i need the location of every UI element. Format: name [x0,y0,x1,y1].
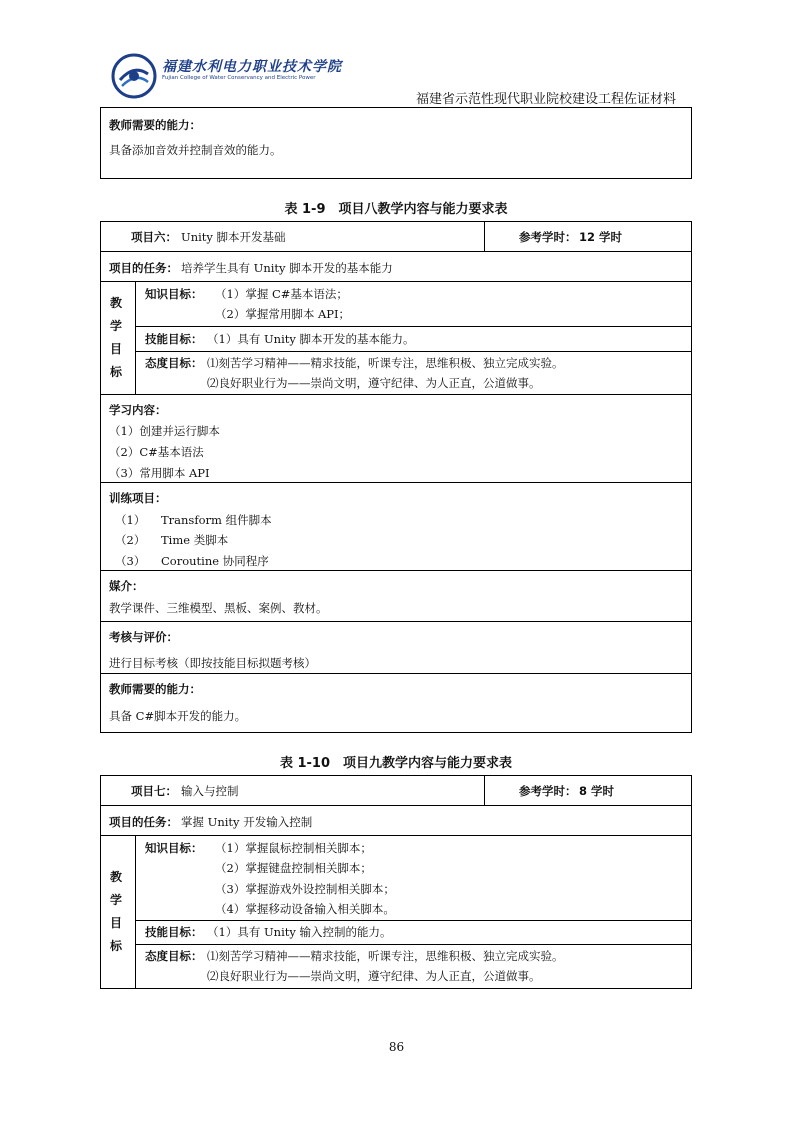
prev-teacher-label: 教师需要的能力： [109,118,201,132]
table1-knowledge-item: （2）掌握常用脚本 API； [215,307,351,321]
table1-skill-text: （1）具有 Unity 脚本开发的基本能力。 [207,332,415,346]
prev-teacher-block [100,108,692,179]
table1-project-label: 项目六： [131,230,177,244]
table1-knowledge-label: 知识目标： [145,287,203,301]
table2-hours-label: 参考学时： [519,784,577,798]
table1-train-num: （1） [115,513,146,527]
table1-teacher-text: 具备 C#脚本开发的能力。 [109,709,247,723]
table1 [100,221,692,733]
logo-text: 福建水利电力职业技术学院 [162,59,342,75]
table1-hours-label: 参考学时： [519,230,577,244]
table2-skill-label: 技能目标： [145,925,203,939]
table1-train-label: 训练项目： [109,491,167,505]
table1-hours-value: 12 学时 [579,230,623,244]
table1-teacher-label: 教师需要的能力： [109,682,201,696]
table1-task-text: 培养学生具有 Unity 脚本开发的基本能力 [181,261,393,275]
table2-attitude-item: ⑵良好职业行为——崇尚文明，遵守纪律、为人正直，公道做事。 [207,969,541,983]
prev-teacher-text: 具备添加音效并控制音效的能力。 [109,143,282,157]
table2-project-name: 输入与控制 [181,784,239,798]
table2 [100,775,692,989]
table2-knowledge-item: （2）掌握键盘控制相关脚本； [215,861,372,875]
table1-attitude-item: ⑵良好职业行为——崇尚文明，遵守纪律、为人正直，公道做事。 [207,376,541,390]
table2-hours-value: 8 学时 [579,784,615,798]
header-title: 福建省示范性现代职业院校建设工程佐证材料 [415,92,676,107]
table2-project-label: 项目七： [131,784,177,798]
table2-attitude-item: ⑴刻苦学习精神——精求技能，听课专注，思维积极、独立完成实验。 [207,949,564,963]
table1-skill-label: 技能目标： [145,332,203,346]
table2-skill-text: （1）具有 Unity 输入控制的能力。 [207,925,392,939]
table2-goal-label: 教 学 目 标 [109,870,122,953]
table1-media-label: 媒介： [109,579,144,593]
table2-caption: 表 1-10 项目九教学内容与能力要求表 [279,756,513,771]
table1-caption: 表 1-9 项目八教学内容与能力要求表 [284,202,508,217]
college-logo-icon [110,52,158,100]
table1-content-label: 学习内容： [109,403,167,417]
table1-assess-label: 考核与评价： [109,630,178,644]
table1-train-num: （3） [115,554,146,568]
table1-content-item: （2）C#基本语法 [109,445,204,459]
table1-attitude-item: ⑴刻苦学习精神——精求技能，听课专注，思维积极、独立完成实验。 [207,356,564,370]
table1-divider [484,222,485,251]
table1-train-item: Transform 组件脚本 [161,513,272,527]
table1-content-item: （3）常用脚本 API [109,466,210,480]
page-header [100,44,692,108]
table2-knowledge-item: （4）掌握移动设备输入相关脚本。 [215,902,395,916]
page-number: 86 [388,1040,405,1054]
table1-knowledge-item: （1）掌握 C#基本语法； [215,287,348,301]
table1-goal-label: 教 学 目 标 [109,296,122,379]
table1-attitude-label: 态度目标： [145,356,203,370]
table1-train-item: Time 类脚本 [161,533,229,547]
table1-media-text: 教学课件、三维模型、黑板、案例、教材。 [109,601,328,615]
table1-train-item: Coroutine 协同程序 [161,554,269,568]
table2-task-label: 项目的任务： [109,815,178,829]
table1-train-num: （2） [115,533,146,547]
table1-project-name: Unity 脚本开发基础 [181,230,286,244]
table2-task-text: 掌握 Unity 开发输入控制 [181,815,313,829]
table1-content-item: （1）创建并运行脚本 [109,424,220,438]
logo-subtitle: Fujian College of Water Conservancy and Electric Power [162,75,316,81]
table2-knowledge-item: （1）掌握鼠标控制相关脚本； [215,841,372,855]
table2-knowledge-label: 知识目标： [145,841,203,855]
table2-knowledge-item: （3）掌握游戏外设控制相关脚本； [215,882,395,896]
table1-assess-text: 进行目标考核（即按技能目标拟题考核） [109,656,316,670]
table2-attitude-label: 态度目标： [145,949,203,963]
table1-task-label: 项目的任务： [109,261,178,275]
